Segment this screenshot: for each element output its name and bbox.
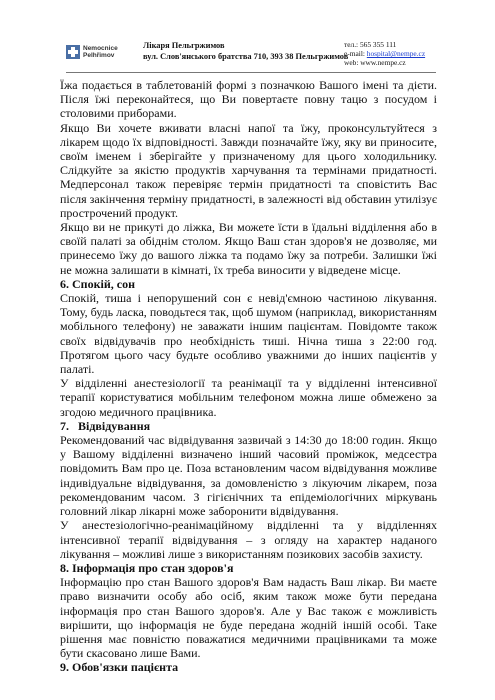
paragraph-mobile-use: У відділенні анестезіології та реанімації та у відділенні інтенсивної терапії користуватися мобільним телефоном можна лише обмежено за згодою медичного працівника. [60, 376, 437, 419]
contact-info [344, 40, 425, 68]
paragraph-dining: Якщо ви не прикуті до ліжка, Ви можете їсти в їдальні відділення або в своїй палаті за обіднім столом. Якщо Ваш стан здоров'я не дозволяє, ми принесемо їжу до вашого ліжка та подамо їжу за потреби. Залишки їжі не можна залишати в кімнаті, їх треба виносити у відведене місце. [60, 220, 437, 277]
email-line [344, 49, 425, 58]
hospital-logo-icon [66, 45, 80, 59]
section-heading-rest: 6. Спокій, сон [60, 276, 135, 291]
hospital-logo [66, 40, 132, 64]
paragraph-icu-visits: У анестезіологічно-реанімаційному відділенні та у відділеннях інтенсивної терапії відвідування – з огляду на характер наданого лікування – можливі лише з використанням позикових засобів захисту. [60, 518, 437, 561]
logo-line-2: Pelhřimov [83, 52, 115, 59]
logo-text [83, 45, 118, 59]
paragraph-visiting-hours: Рекомендований час відвідування зазвичай з 14:30 до 18:00 годин. Якщо у Вашому відділенні визначено інший часовий проміжок, медсестра повідомить Вам про це. Поза встановленим часом відвідування можливе індивідуальне відвідування, за домовленістю з лікуючим лікарем, поза рекомендованим часом. З гігієнічних та епідеміологічних міркувань головний лікар лікарні може заборонити відвідування. [60, 433, 437, 519]
hospital-info [143, 40, 348, 62]
paragraph-health-info: Інформацію про стан Вашого здоров'я Вам надасть Ваш лікар. Ви маєте право визначити особу або осіб, яким також може бути передана інформація про стан Вашого здоров'я. Але у Вас також є можливість вирішити, що інформація не буде передана жодній іншій особі. Таке рішення має повністю поважатися медичними працівниками та може бути скасовано лише Вами. [60, 575, 437, 661]
header-divider [66, 72, 436, 73]
section-heading-health-info: 8. Інформація про стан здоров'я [60, 560, 234, 575]
page-header [0, 0, 495, 76]
web-address[interactable]: web: www.nempe.cz [344, 58, 406, 68]
hospital-address: вул. Слов'янського братства 710, 393 38 Пельгржимов [143, 52, 349, 61]
section-heading-duties: 9. Обов'язки пацієнта [60, 660, 179, 675]
paragraph-quiet: Спокій, тиша і непорушений сон є невід'ємною частиною лікування. Тому, будь ласка, поводьтеся так, щоб шумом (наприклад, використанням мобільного телефону) не заважати іншим пацієнтам. Повідомте також своїх відвідувачів про необхідність тиші. Нічна тиша з 22:00 год. Протягом цього часу будьте особливо уважними до інших пацієнтів у палаті. [60, 291, 437, 377]
hospital-name: Лікаря Пельгржимов [143, 41, 225, 50]
email-label: e-mail: [344, 49, 367, 59]
section-heading-visits: 7. Відвідування [60, 418, 151, 433]
email-link[interactable]: hospital@nempe.cz [366, 49, 426, 59]
document-body [60, 78, 437, 675]
phone-number: тел.: 565 355 111 [344, 40, 397, 49]
paragraph-meals-tray: Їжа подається в таблетованій формі з позначкою Вашого імені та дієти. Після їжі переконайтеся, що Ви повертаєте повну тацю з посудом і столовими приборами. [60, 78, 437, 121]
logo-line-1: Nemocnice [83, 45, 118, 52]
paragraph-own-food: Якщо Ви хочете вживати власні напої та їжу, проконсультуйтеся з лікарем щодо їх відповідності. Завжди позначайте їжу, яку ви приносите, своїм іменем і зберігайте у призначеному для цього холодильнику. Слідкуйте за якістю продуктів харчування та термінами придатності. Медперсонал також перевіряє термін придатності та сповістить Вас після закінчення терміну придатності, в залежності від обставин утилізує прострочений продукт. [60, 120, 437, 220]
